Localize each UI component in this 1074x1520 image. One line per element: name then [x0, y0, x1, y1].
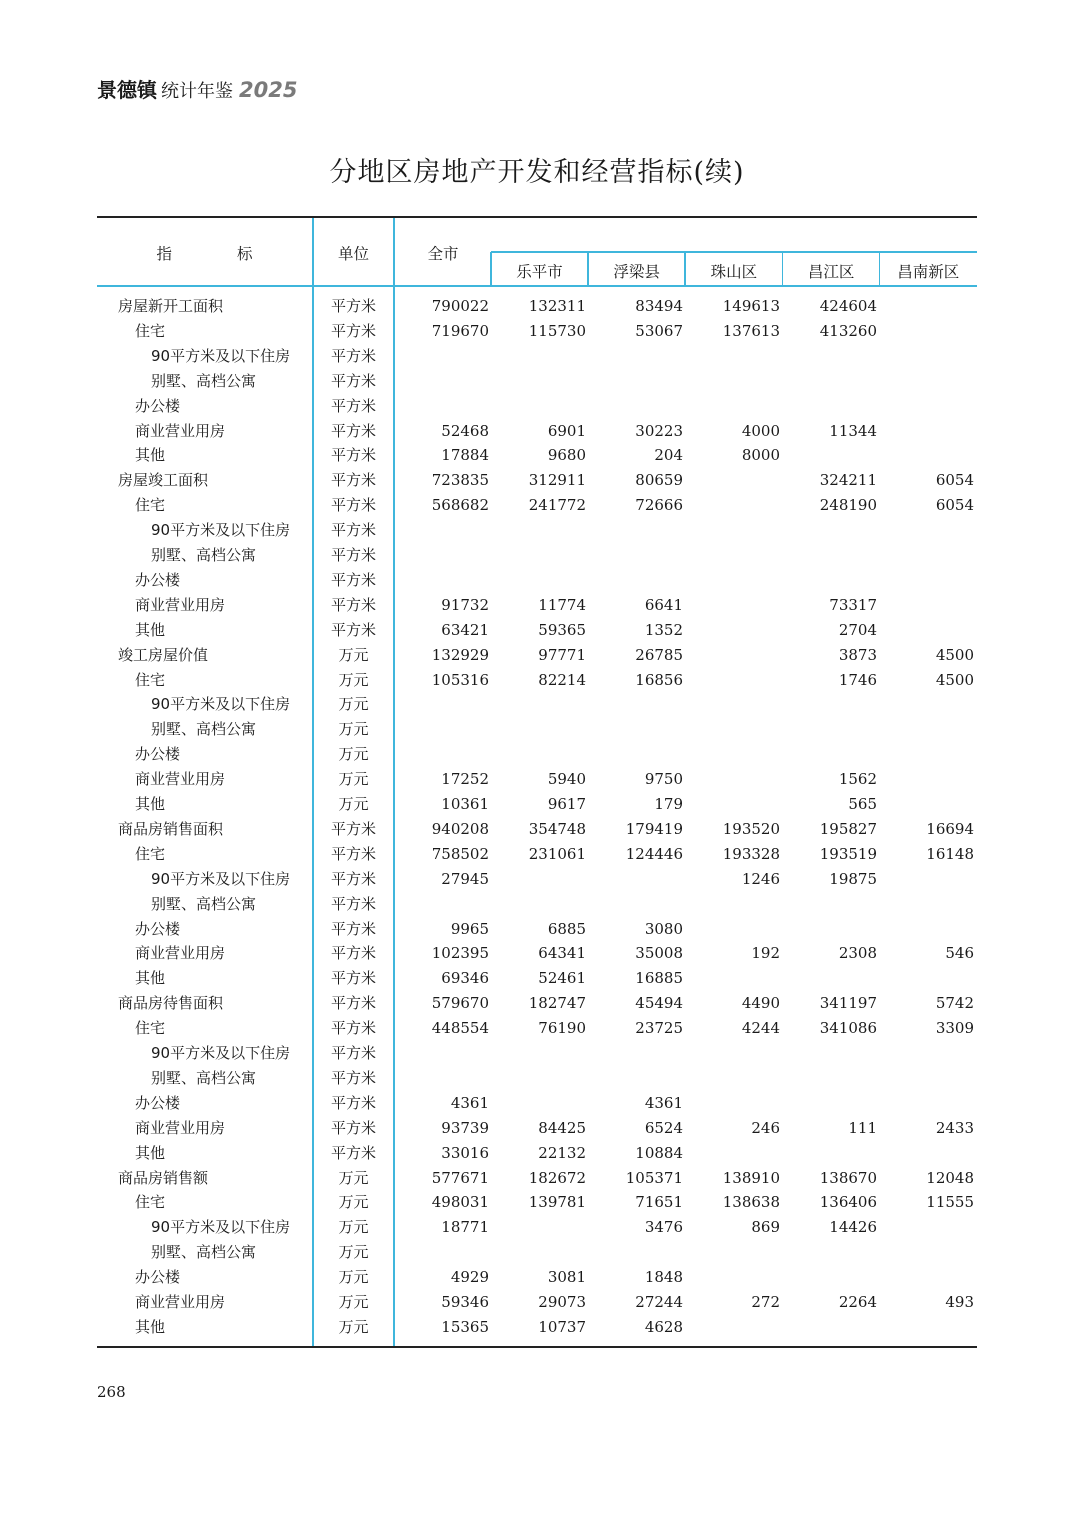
row-unit: 平方米 — [330, 521, 376, 540]
table-row — [97, 1141, 977, 1166]
row-indicator: 住宅 — [135, 496, 166, 515]
row-indicator: 办公楼 — [135, 1093, 181, 1112]
row-value: 4361 — [644, 1093, 683, 1112]
row-indicator: 其他 — [135, 1143, 166, 1162]
row-value: 4000 — [741, 421, 780, 440]
row-value: 12048 — [926, 1168, 974, 1187]
row-value: 6524 — [644, 1118, 683, 1137]
district-column-divider — [879, 252, 881, 286]
row-indicator: 竣工房屋价值 — [118, 645, 209, 664]
row-value: 64341 — [538, 944, 586, 963]
page-title: 分地区房地产开发和经营指标(续) — [329, 157, 745, 188]
table-row — [97, 817, 977, 842]
table-row — [97, 692, 977, 717]
row-unit: 平方米 — [330, 595, 376, 614]
row-value: 179419 — [625, 819, 683, 838]
row-unit: 万元 — [338, 745, 369, 764]
row-unit: 平方米 — [330, 919, 376, 938]
row-value: 59346 — [441, 1293, 489, 1311]
row-value: 82214 — [538, 670, 586, 689]
row-value: 11774 — [538, 595, 586, 614]
row-unit: 平方米 — [330, 1019, 376, 1038]
row-value: 424604 — [819, 297, 877, 315]
district-column-divider — [490, 252, 492, 286]
row-value: 59365 — [538, 620, 586, 639]
row-unit: 平方米 — [330, 421, 376, 440]
row-value: 193520 — [722, 819, 780, 838]
row-unit: 平方米 — [330, 546, 376, 564]
row-value: 10884 — [635, 1143, 683, 1162]
row-value: 138670 — [819, 1168, 877, 1187]
row-value: 4244 — [741, 1019, 780, 1038]
row-value: 568682 — [431, 496, 489, 515]
row-value: 4500 — [935, 670, 974, 689]
row-unit: 平方米 — [330, 371, 376, 390]
row-unit: 平方米 — [330, 869, 376, 888]
table-row — [97, 618, 977, 643]
row-indicator: 住宅 — [135, 1019, 166, 1038]
row-indicator: 商业营业用房 — [135, 1118, 226, 1137]
row-value: 6054 — [935, 471, 974, 490]
row-value: 195827 — [819, 819, 877, 838]
row-value: 3080 — [644, 919, 683, 938]
row-value: 102395 — [431, 944, 489, 963]
table-row — [97, 892, 977, 917]
row-value: 5742 — [935, 994, 974, 1013]
table-row — [97, 1315, 977, 1340]
running-head-book: 统计年鉴 — [161, 81, 233, 102]
table-row — [97, 394, 977, 419]
row-value: 790022 — [431, 297, 489, 315]
row-unit: 平方米 — [330, 471, 376, 490]
row-value: 1848 — [644, 1268, 683, 1287]
row-value: 69346 — [441, 969, 489, 988]
table-row — [97, 1041, 977, 1066]
row-value: 341197 — [819, 994, 877, 1013]
row-value: 248190 — [819, 496, 877, 515]
row-value: 149613 — [722, 297, 780, 315]
row-value: 15365 — [441, 1317, 489, 1336]
header-unit: 单位 — [337, 245, 369, 263]
row-value: 16856 — [635, 670, 683, 689]
row-indicator: 90平方米及以下住房 — [151, 1044, 291, 1062]
row-value: 493 — [945, 1293, 974, 1311]
row-value: 354748 — [528, 819, 586, 838]
row-value: 448554 — [431, 1019, 489, 1038]
row-unit: 平方米 — [330, 496, 376, 515]
row-unit: 万元 — [338, 795, 369, 813]
row-value: 73317 — [829, 595, 877, 614]
row-value: 105316 — [431, 670, 489, 689]
row-value: 579670 — [431, 994, 489, 1013]
row-value: 723835 — [431, 471, 489, 490]
row-indicator: 90平方米及以下住房 — [151, 869, 291, 888]
running-head-year: 2025 — [239, 78, 298, 102]
header-bottom-rule — [97, 285, 977, 287]
row-value: 413260 — [819, 321, 877, 340]
table-row — [97, 1215, 977, 1240]
row-value: 72666 — [635, 496, 683, 515]
row-indicator: 商业营业用房 — [135, 421, 226, 440]
row-unit: 平方米 — [330, 969, 376, 988]
row-value: 11555 — [926, 1193, 974, 1212]
table-row — [97, 344, 977, 369]
row-value: 9617 — [547, 795, 586, 813]
row-value: 3476 — [644, 1218, 683, 1237]
table-row — [97, 1240, 977, 1265]
row-value: 565 — [848, 795, 877, 813]
table-row — [97, 1066, 977, 1091]
row-unit: 平方米 — [330, 570, 376, 589]
row-unit: 平方米 — [330, 1093, 376, 1112]
row-value: 940208 — [431, 819, 489, 838]
table-row — [97, 792, 977, 817]
row-indicator: 房屋新开工面积 — [118, 297, 224, 315]
row-unit: 平方米 — [330, 346, 376, 365]
row-value: 137613 — [722, 321, 780, 340]
row-value: 11344 — [829, 421, 877, 440]
row-value: 758502 — [431, 844, 489, 863]
row-indicator: 办公楼 — [135, 745, 181, 764]
row-value: 1562 — [838, 770, 877, 789]
row-value: 546 — [945, 944, 974, 963]
row-unit: 万元 — [338, 1193, 369, 1212]
row-value: 246 — [751, 1118, 780, 1137]
row-indicator: 商品房销售额 — [118, 1168, 209, 1187]
table-row — [97, 991, 977, 1016]
row-unit: 平方米 — [330, 844, 376, 863]
row-unit: 平方米 — [330, 620, 376, 639]
row-indicator: 住宅 — [135, 844, 166, 863]
row-value: 324211 — [819, 471, 877, 490]
row-value: 6901 — [547, 421, 586, 440]
row-value: 29073 — [538, 1293, 586, 1311]
row-indicator: 90平方米及以下住房 — [151, 695, 291, 714]
row-indicator: 住宅 — [135, 670, 166, 689]
row-unit: 平方米 — [330, 396, 376, 415]
row-value: 1246 — [741, 869, 780, 888]
table-row — [97, 468, 977, 493]
district-column-divider — [684, 252, 686, 286]
row-value: 115730 — [528, 321, 586, 340]
row-value: 53067 — [635, 321, 683, 340]
row-value: 97771 — [538, 645, 586, 664]
table-row — [97, 593, 977, 618]
row-value: 22132 — [538, 1143, 586, 1162]
table-row — [97, 1265, 977, 1290]
table-bottom-rule — [97, 1346, 977, 1348]
table-row — [97, 767, 977, 792]
row-indicator: 别墅、高档公寓 — [151, 1243, 257, 1262]
row-value: 27945 — [441, 869, 489, 888]
row-value: 182672 — [528, 1168, 586, 1187]
row-value: 2308 — [838, 944, 877, 963]
row-indicator: 办公楼 — [135, 396, 181, 415]
row-value: 204 — [654, 446, 683, 465]
row-indicator: 别墅、高档公寓 — [151, 894, 257, 913]
row-value: 33016 — [441, 1143, 489, 1162]
row-value: 2704 — [838, 620, 877, 639]
running-head-city: 景德镇 — [97, 78, 157, 102]
row-value: 52468 — [441, 421, 489, 440]
table-row — [97, 493, 977, 518]
header-district: 珠山区 — [710, 263, 758, 281]
row-unit: 万元 — [338, 670, 369, 689]
row-value: 2433 — [935, 1118, 974, 1137]
row-value: 83494 — [635, 297, 683, 315]
row-indicator: 别墅、高档公寓 — [151, 371, 257, 390]
row-unit: 平方米 — [330, 819, 376, 838]
row-value: 17884 — [441, 446, 489, 465]
row-value: 1352 — [644, 620, 683, 639]
table-row — [97, 966, 977, 991]
row-unit: 平方米 — [330, 944, 376, 963]
row-unit: 平方米 — [330, 894, 376, 913]
row-indicator: 其他 — [135, 620, 166, 639]
table-row — [97, 668, 977, 693]
header-district: 昌江区 — [807, 263, 855, 281]
row-value: 9750 — [644, 770, 683, 789]
row-indicator: 90平方米及以下住房 — [151, 521, 291, 540]
row-value: 27244 — [635, 1293, 683, 1311]
row-value: 193519 — [819, 844, 877, 863]
district-column-divider — [587, 252, 589, 286]
row-value: 10361 — [441, 795, 489, 813]
row-unit: 万元 — [338, 1293, 369, 1311]
table-row — [97, 369, 977, 394]
header-district: 乐平市 — [516, 263, 563, 281]
row-indicator: 别墅、高档公寓 — [151, 1068, 257, 1087]
header-city-total: 全市 — [427, 245, 459, 263]
row-value: 132929 — [431, 645, 489, 664]
row-value: 18771 — [441, 1218, 489, 1237]
row-unit: 平方米 — [330, 321, 376, 340]
row-value: 719670 — [431, 321, 489, 340]
row-unit: 平方米 — [330, 1118, 376, 1137]
row-value: 577671 — [431, 1168, 489, 1187]
row-value: 3081 — [547, 1268, 586, 1287]
row-value: 341086 — [819, 1019, 877, 1038]
table-row — [97, 568, 977, 593]
header-indicator: 指 标 — [156, 245, 283, 263]
row-value: 6641 — [644, 595, 683, 614]
row-value: 26785 — [635, 645, 683, 664]
row-indicator: 商业营业用房 — [135, 595, 226, 614]
row-unit: 万元 — [338, 1243, 369, 1262]
table-row — [97, 1116, 977, 1141]
row-value: 8000 — [741, 446, 780, 465]
row-value: 179 — [654, 795, 683, 813]
row-indicator: 办公楼 — [135, 570, 181, 589]
table-top-rule — [97, 216, 977, 218]
row-value: 23725 — [635, 1019, 683, 1038]
row-value: 139781 — [528, 1193, 586, 1212]
table-row — [97, 518, 977, 543]
row-value: 6885 — [547, 919, 586, 938]
row-value: 93739 — [441, 1118, 489, 1137]
row-value: 138910 — [722, 1168, 780, 1187]
row-value: 84425 — [538, 1118, 586, 1137]
row-value: 91732 — [441, 595, 489, 614]
row-value: 3309 — [935, 1019, 974, 1038]
row-value: 1746 — [838, 670, 877, 689]
row-value: 14426 — [829, 1218, 877, 1237]
row-value: 111 — [848, 1118, 877, 1137]
table-row — [97, 717, 977, 742]
row-value: 63421 — [441, 620, 489, 639]
row-indicator: 房屋竣工面积 — [118, 471, 209, 490]
page-number: 268 — [97, 1383, 126, 1401]
row-value: 272 — [751, 1293, 780, 1311]
row-indicator: 90平方米及以下住房 — [151, 1218, 291, 1237]
row-unit: 平方米 — [330, 446, 376, 465]
row-indicator: 商品房销售面积 — [118, 819, 224, 838]
district-header-rule — [491, 251, 977, 253]
table-row — [97, 1290, 977, 1315]
row-value: 9965 — [450, 919, 489, 938]
table-row — [97, 1166, 977, 1191]
row-value: 9680 — [547, 446, 586, 465]
row-indicator: 其他 — [135, 446, 166, 465]
table-row — [97, 1016, 977, 1041]
row-unit: 平方米 — [330, 1068, 376, 1087]
row-unit: 万元 — [338, 720, 369, 739]
row-unit: 万元 — [338, 695, 369, 714]
row-value: 124446 — [625, 844, 683, 863]
row-unit: 平方米 — [330, 994, 376, 1013]
row-value: 71651 — [635, 1193, 683, 1212]
header-district: 浮梁县 — [613, 263, 660, 281]
row-indicator: 办公楼 — [135, 1268, 181, 1287]
table-row — [97, 443, 977, 468]
row-unit: 平方米 — [330, 297, 376, 315]
row-value: 2264 — [838, 1293, 877, 1311]
row-value: 132311 — [528, 297, 586, 315]
row-unit: 万元 — [338, 770, 369, 789]
row-indicator: 其他 — [135, 1317, 166, 1336]
row-unit: 平方米 — [330, 1143, 376, 1162]
row-value: 231061 — [528, 844, 586, 863]
row-unit: 万元 — [338, 1317, 369, 1336]
table-row — [97, 917, 977, 942]
row-value: 16148 — [926, 844, 974, 863]
row-value: 30223 — [635, 421, 683, 440]
table-row — [97, 842, 977, 867]
row-unit: 万元 — [338, 645, 369, 664]
row-value: 869 — [751, 1218, 780, 1237]
row-value: 19875 — [829, 869, 877, 888]
row-value: 138638 — [722, 1193, 780, 1212]
row-value: 52461 — [538, 969, 586, 988]
row-value: 4628 — [644, 1317, 683, 1336]
table-row — [97, 643, 977, 668]
row-indicator: 商业营业用房 — [135, 1293, 226, 1311]
row-value: 4490 — [741, 994, 780, 1013]
row-indicator: 别墅、高档公寓 — [151, 546, 257, 564]
district-column-divider — [782, 252, 784, 286]
row-value: 136406 — [819, 1193, 877, 1212]
row-value: 35008 — [635, 944, 683, 963]
row-value: 498031 — [431, 1193, 489, 1212]
row-indicator: 住宅 — [135, 321, 166, 340]
row-indicator: 其他 — [135, 795, 166, 813]
row-unit: 万元 — [338, 1268, 369, 1287]
row-value: 312911 — [528, 471, 586, 490]
row-unit: 万元 — [338, 1218, 369, 1237]
row-value: 16694 — [926, 819, 974, 838]
row-indicator: 90平方米及以下住房 — [151, 346, 291, 365]
row-value: 4500 — [935, 645, 974, 664]
row-value: 80659 — [635, 471, 683, 490]
row-indicator: 商业营业用房 — [135, 770, 226, 789]
row-indicator: 办公楼 — [135, 919, 181, 938]
row-value: 193328 — [722, 844, 780, 863]
table-row — [97, 419, 977, 444]
table-row — [97, 319, 977, 344]
row-value: 45494 — [635, 994, 683, 1013]
running-head — [97, 74, 297, 104]
row-value: 76190 — [538, 1019, 586, 1038]
row-indicator: 其他 — [135, 969, 166, 988]
row-value: 10737 — [538, 1317, 586, 1336]
row-indicator: 商业营业用房 — [135, 944, 226, 963]
row-indicator: 别墅、高档公寓 — [151, 720, 257, 739]
header-district: 昌南新区 — [897, 263, 960, 281]
row-value: 241772 — [528, 496, 586, 515]
row-value: 4929 — [450, 1268, 489, 1287]
row-value: 3873 — [838, 645, 877, 664]
table-row — [97, 1091, 977, 1116]
row-indicator: 住宅 — [135, 1193, 166, 1212]
row-value: 6054 — [935, 496, 974, 515]
table-row — [97, 867, 977, 892]
row-value: 16885 — [635, 969, 683, 988]
row-value: 192 — [751, 944, 780, 963]
row-value: 105371 — [625, 1168, 683, 1187]
table-row — [97, 1190, 977, 1215]
row-unit: 万元 — [338, 1168, 369, 1187]
row-value: 182747 — [528, 994, 586, 1013]
row-value: 17252 — [441, 770, 489, 789]
row-value: 4361 — [450, 1093, 489, 1112]
table-row — [97, 543, 977, 568]
row-unit: 平方米 — [330, 1044, 376, 1062]
row-indicator: 商品房待售面积 — [118, 994, 224, 1013]
row-value: 5940 — [547, 770, 586, 789]
table-row — [97, 294, 977, 319]
table-row — [97, 941, 977, 966]
table-row — [97, 742, 977, 767]
